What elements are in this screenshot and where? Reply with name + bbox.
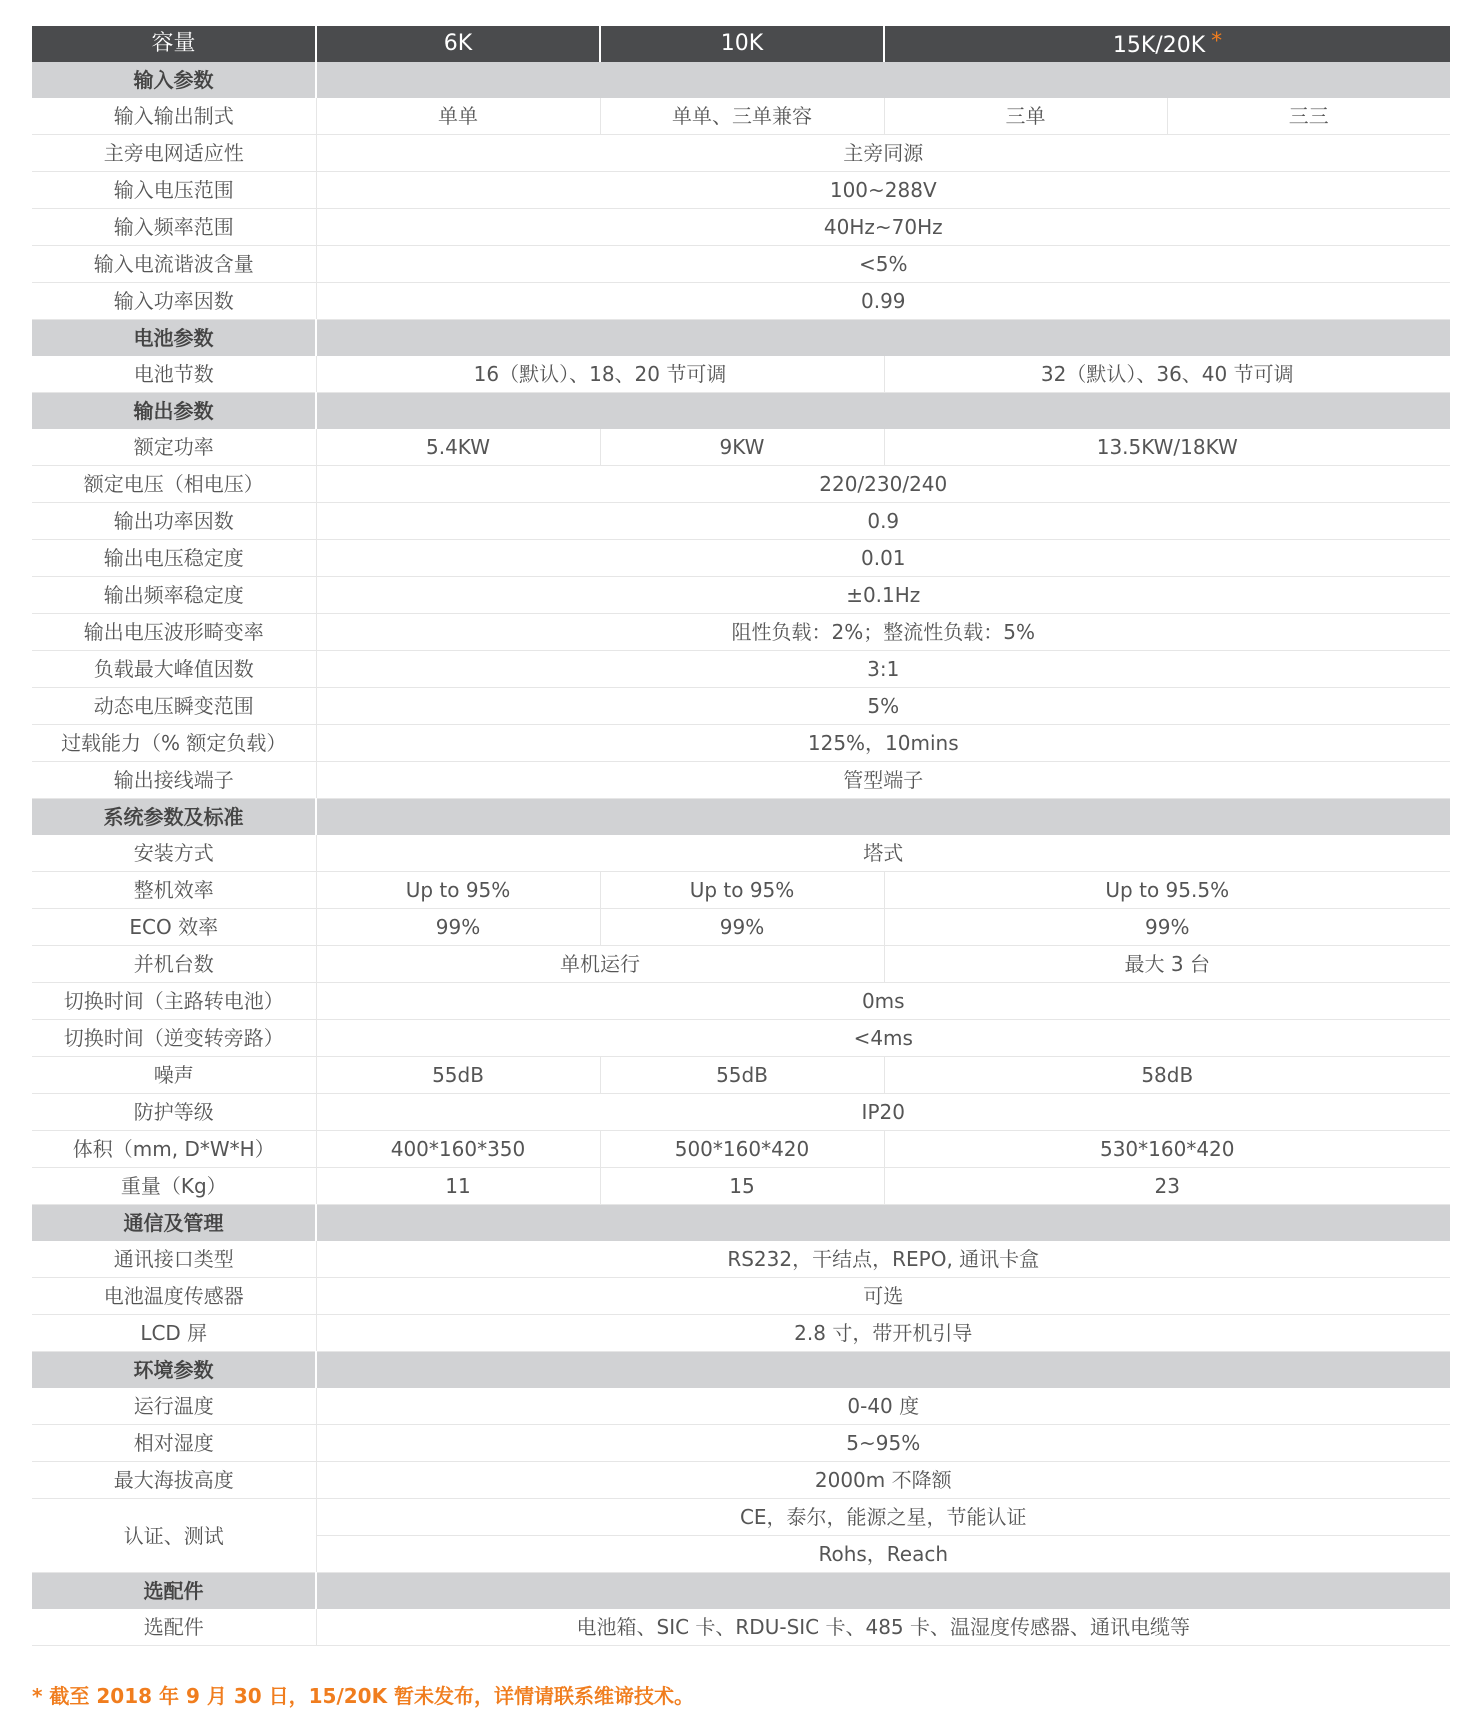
row-label: 输出电压稳定度 — [32, 540, 316, 577]
cell-value: 3:1 — [316, 651, 1450, 688]
cell-value: 0.01 — [316, 540, 1450, 577]
cell-value: 可选 — [316, 1278, 1450, 1315]
table-row — [32, 540, 1450, 577]
table-row — [32, 835, 1450, 872]
row-label: 运行温度 — [32, 1388, 316, 1425]
cell-10k: 500*160*420 — [600, 1131, 884, 1168]
cell-6k: 55dB — [316, 1057, 600, 1094]
cell-value: 主旁同源 — [316, 135, 1450, 172]
section-system — [32, 799, 1450, 836]
table-row — [32, 429, 1450, 466]
cell-value: 2000m 不降额 — [316, 1462, 1450, 1499]
cell-value: 塔式 — [316, 835, 1450, 872]
table-row — [32, 1131, 1450, 1168]
row-label: 输出接线端子 — [32, 762, 316, 799]
section-output — [32, 393, 1450, 430]
cell-15k-20k: 13.5KW/18KW — [884, 429, 1450, 466]
row-label: 切换时间（逆变转旁路） — [32, 1020, 316, 1057]
header-capacity: 容量 — [32, 26, 316, 62]
section-environment — [32, 1352, 1450, 1389]
cell-20k: 三三 — [1167, 98, 1450, 135]
cell-15k-20k: 23 — [884, 1168, 1450, 1205]
table-row — [32, 1020, 1450, 1057]
row-label: 输出频率稳定度 — [32, 577, 316, 614]
row-label: 噪声 — [32, 1057, 316, 1094]
cell-15k: 三单 — [884, 98, 1167, 135]
table-row — [32, 283, 1450, 320]
row-label: 认证、测试 — [32, 1499, 316, 1573]
table-row — [32, 946, 1450, 983]
cell-10k: 99% — [600, 909, 884, 946]
row-label: 通讯接口类型 — [32, 1241, 316, 1278]
section-comm — [32, 1205, 1450, 1242]
ups-spec-table — [32, 26, 1450, 1646]
table-row — [32, 1094, 1450, 1131]
table-row — [32, 1057, 1450, 1094]
table-row — [32, 1315, 1450, 1352]
row-label: 输出电压波形畸变率 — [32, 614, 316, 651]
row-label: 负载最大峰值因数 — [32, 651, 316, 688]
table-row — [32, 172, 1450, 209]
table-row — [32, 688, 1450, 725]
cell-value: 40Hz~70Hz — [316, 209, 1450, 246]
row-label: 整机效率 — [32, 872, 316, 909]
cell-10k: 15 — [600, 1168, 884, 1205]
section-title: 电池参数 — [32, 320, 316, 357]
row-label: 最大海拔高度 — [32, 1462, 316, 1499]
cell-value: 125%，10mins — [316, 725, 1450, 762]
row-label: 并机台数 — [32, 946, 316, 983]
table-row — [32, 1388, 1450, 1425]
table-row — [32, 1241, 1450, 1278]
row-label: 过载能力（% 额定负载） — [32, 725, 316, 762]
table-row — [32, 762, 1450, 799]
row-label: 电池温度传感器 — [32, 1278, 316, 1315]
cell-value: 阻性负载：2%；整流性负载：5% — [316, 614, 1450, 651]
row-label: 切换时间（主路转电池） — [32, 983, 316, 1020]
cell-10k: Up to 95% — [600, 872, 884, 909]
header-10k: 10K — [600, 26, 884, 62]
table-row — [32, 209, 1450, 246]
row-label: 动态电压瞬变范围 — [32, 688, 316, 725]
cell-6k: Up to 95% — [316, 872, 600, 909]
section-title: 输出参数 — [32, 393, 316, 430]
header-15k-20k-label: 15K/20K — [1112, 33, 1206, 58]
table-row — [32, 1168, 1450, 1205]
cell-value: 2.8 寸，带开机引导 — [316, 1315, 1450, 1352]
header-15k-20k — [884, 26, 1450, 62]
cell-value: Rohs，Reach — [316, 1536, 1450, 1573]
cell-value: 220/230/240 — [316, 466, 1450, 503]
cell-value: <4ms — [316, 1020, 1450, 1057]
cell-value: 5~95% — [316, 1425, 1450, 1462]
cell-10k: 9KW — [600, 429, 884, 466]
row-label: 输入电流谐波含量 — [32, 246, 316, 283]
cell-6k: 99% — [316, 909, 600, 946]
row-label: 额定功率 — [32, 429, 316, 466]
row-label: 输出功率因数 — [32, 503, 316, 540]
cell-6k: 400*160*350 — [316, 1131, 600, 1168]
table-row — [32, 356, 1450, 393]
section-input — [32, 62, 1450, 98]
row-label: 额定电压（相电压） — [32, 466, 316, 503]
cell-15k-20k: 99% — [884, 909, 1450, 946]
section-accessories — [32, 1573, 1450, 1610]
table-row — [32, 246, 1450, 283]
cell-value: ±0.1Hz — [316, 577, 1450, 614]
cell-15k-20k: 58dB — [884, 1057, 1450, 1094]
row-label: 主旁电网适应性 — [32, 135, 316, 172]
cell-value: RS232，干结点，REPO, 通讯卡盒 — [316, 1241, 1450, 1278]
row-label: 重量（Kg） — [32, 1168, 316, 1205]
cell-value: IP20 — [316, 1094, 1450, 1131]
table-row — [32, 909, 1450, 946]
cell-value: <5% — [316, 246, 1450, 283]
cell-10k: 单单、三单兼容 — [600, 98, 884, 135]
footnote: * 截至 2018 年 9 月 30 日，15/20K 暂未发布，详情请联系维谛技术。 — [32, 1684, 695, 1708]
section-title: 通信及管理 — [32, 1205, 316, 1242]
cell-value: 5% — [316, 688, 1450, 725]
table-row — [32, 1425, 1450, 1462]
table-row — [32, 725, 1450, 762]
table-row — [32, 98, 1450, 135]
row-label: LCD 屏 — [32, 1315, 316, 1352]
asterisk-marker: * — [1211, 29, 1223, 54]
cell-6k: 11 — [316, 1168, 600, 1205]
row-label: 输入输出制式 — [32, 98, 316, 135]
cell-15k-20k: 最大 3 台 — [884, 946, 1450, 983]
table-row — [32, 503, 1450, 540]
cell-6k-10k: 16（默认）、18、20 节可调 — [316, 356, 884, 393]
table-row — [32, 1278, 1450, 1315]
table-row — [32, 1462, 1450, 1499]
cell-6k: 5.4KW — [316, 429, 600, 466]
table-row — [32, 983, 1450, 1020]
section-title: 环境参数 — [32, 1352, 316, 1389]
cell-15k-20k: 530*160*420 — [884, 1131, 1450, 1168]
section-title: 系统参数及标准 — [32, 799, 316, 836]
table-row — [32, 651, 1450, 688]
row-label: 安装方式 — [32, 835, 316, 872]
row-label: 电池节数 — [32, 356, 316, 393]
table-row — [32, 872, 1450, 909]
row-label: 输入频率范围 — [32, 209, 316, 246]
table-row — [32, 466, 1450, 503]
row-label: 输入电压范围 — [32, 172, 316, 209]
cell-value: 0-40 度 — [316, 1388, 1450, 1425]
row-label: ECO 效率 — [32, 909, 316, 946]
section-title: 选配件 — [32, 1573, 316, 1610]
cell-value: CE，泰尔，能源之星，节能认证 — [316, 1499, 1450, 1536]
cell-6k-10k: 单机运行 — [316, 946, 884, 983]
table-row — [32, 1609, 1450, 1646]
cell-10k: 55dB — [600, 1057, 884, 1094]
row-label: 相对湿度 — [32, 1425, 316, 1462]
cell-value: 0.99 — [316, 283, 1450, 320]
table-row — [32, 577, 1450, 614]
row-label: 体积（mm, D*W*H） — [32, 1131, 316, 1168]
table-row — [32, 135, 1450, 172]
row-label: 防护等级 — [32, 1094, 316, 1131]
cell-6k: 单单 — [316, 98, 600, 135]
row-label: 选配件 — [32, 1609, 316, 1646]
cell-value: 100~288V — [316, 172, 1450, 209]
cell-value: 电池箱、SIC 卡、RDU-SIC 卡、485 卡、温湿度传感器、通讯电缆等 — [316, 1609, 1450, 1646]
row-label: 输入功率因数 — [32, 283, 316, 320]
table-row — [32, 614, 1450, 651]
cell-15k-20k: 32（默认）、36、40 节可调 — [884, 356, 1450, 393]
cell-value: 管型端子 — [316, 762, 1450, 799]
cell-value: 0ms — [316, 983, 1450, 1020]
section-title: 输入参数 — [32, 62, 316, 98]
header-row — [32, 26, 1450, 62]
table-row — [32, 1499, 1450, 1536]
cell-15k-20k: Up to 95.5% — [884, 872, 1450, 909]
section-battery — [32, 320, 1450, 357]
header-6k: 6K — [316, 26, 600, 62]
cell-value: 0.9 — [316, 503, 1450, 540]
